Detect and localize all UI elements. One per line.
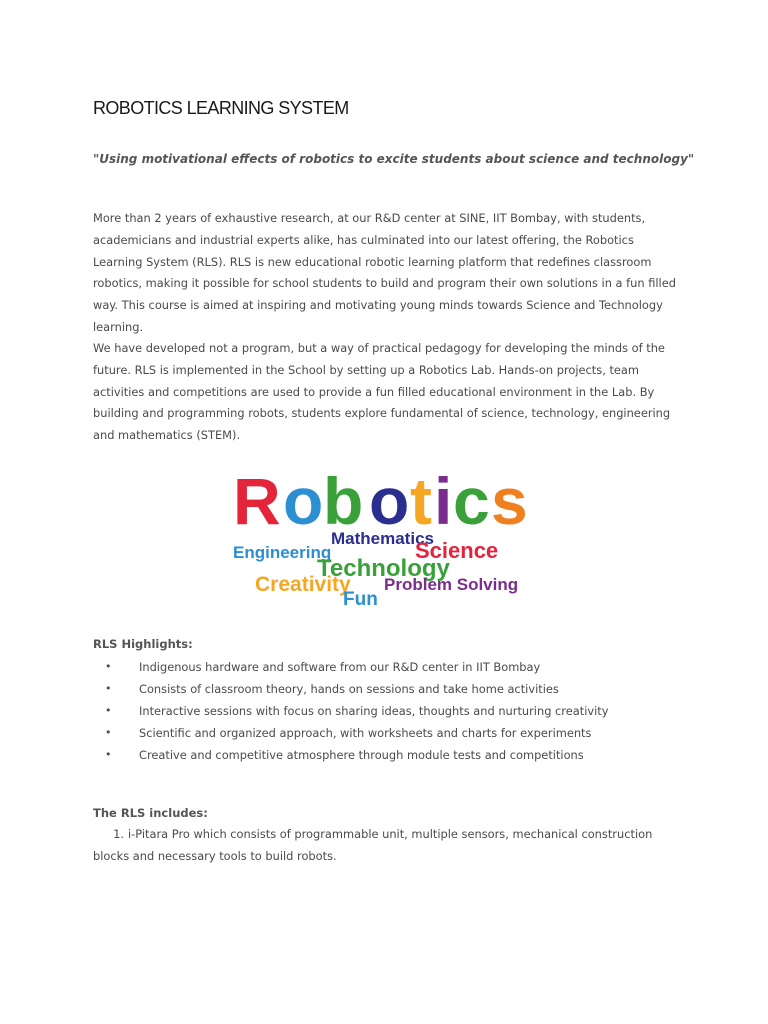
list-item: • Scientific and organized approach, with worksheets and charts for experiments <box>93 722 683 744</box>
list-item: • Creative and competitive atmosphere through module tests and competitions <box>93 744 683 766</box>
list-item: • Indigenous hardware and software from our R&D center in IIT Bombay <box>93 656 683 678</box>
includes-item <box>93 824 683 868</box>
bullet-icon: • <box>105 660 112 673</box>
bullet-icon: • <box>105 748 112 761</box>
intro-text: More than 2 years of exhaustive research, at our R&D center at SINE, IIT Bombay, with students, academicians and industrial experts alike, has culminated into our latest offering, the Robotics Learning System (RLS). RLS is new educational robotic learning platform that redefines classroom robotics, making it possible for school students to build and program their own solutions in a fun filled way. This course is aimed at inspiring and motivating young minds towards Science and Technology learning. <box>93 211 676 334</box>
bullet-icon: • <box>105 704 112 717</box>
word-fun: Fun <box>343 589 378 610</box>
list-item: • Consists of classroom theory, hands on sessions and take home activities <box>93 678 683 700</box>
item-number: 1. <box>113 827 124 841</box>
logo-letter-o: o <box>283 464 323 538</box>
page-title: ROBOTICS LEARNING SYSTEM <box>93 98 349 118</box>
pedagogy-text: We have developed not a program, but a way of practical pedagogy for developing the minds of the future. RLS is implemented in the School by setting up a Robotics Lab. Hands-on projects, team activities and competitions are used to provide a fun filled educational environment in the Lab. By building and programming robots, students explore fundamental of science, technology, engineering and mathematics (STEM). <box>93 341 671 443</box>
logo-letter-b: b <box>323 464 363 538</box>
word-engineering: Engineering <box>233 543 332 562</box>
logo-letter-o: o <box>369 464 409 538</box>
word-mathematics: Mathematics <box>331 529 434 548</box>
list-item: • Interactive sessions with focus on sharing ideas, thoughts and nurturing creativity <box>93 700 683 722</box>
highlights-heading: RLS Highlights: <box>93 637 193 651</box>
word-science: Science <box>415 538 499 563</box>
logo-letter-t: t <box>410 464 431 538</box>
robotics-word-cloud-logo <box>233 460 563 615</box>
includes-heading: The RLS includes: <box>93 806 208 820</box>
word-problem-solving: Problem Solving <box>384 575 519 594</box>
logo-letter-r: R <box>233 464 280 538</box>
item-text: i-Pitara Pro which consists of programmable unit, multiple sensors, mechanical construction blocks and necessary tools to build robots. <box>93 827 653 863</box>
logo-letter-i: i <box>434 464 452 538</box>
bullet-icon: • <box>105 682 112 695</box>
word-creativity: Creativity <box>255 573 351 596</box>
intro-paragraph <box>93 208 683 339</box>
pedagogy-paragraph <box>93 338 683 447</box>
logo-letter-c: c <box>453 464 489 538</box>
word-technology: Technology <box>317 555 450 582</box>
highlights-list <box>93 656 683 766</box>
tagline-quote: "Using motivational effects of robotics to excite students about science and technology" <box>93 152 695 166</box>
logo-letter-s: s <box>491 464 527 538</box>
bullet-icon: • <box>105 726 112 739</box>
